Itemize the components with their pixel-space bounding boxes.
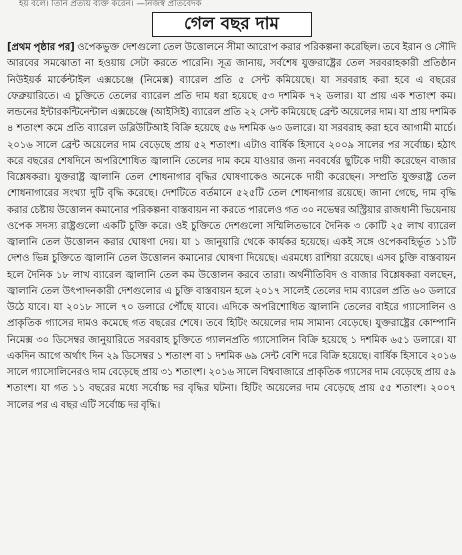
continuation-tag: [প্রথম পৃষ্ঠার পর] <box>7 42 75 53</box>
article-text: ওপেকভুক্ত দেশগুলো তেল উত্তোলনে সীমা আরোপ করার পরিকল্পনা করেছিল। তবে ইরান ও সৌদি আরবের সমঝোতা না হওয়ায় সেটা করতে পারেনি। সূত্র জানায়, সর্বশেষ যুক্তরাষ্ট্রের তেল সরবরাহকারী প্রতিষ্ঠান নিউইয়র্ক মার্কেন্টাইল এক্সচেঞ্জে (নিমেক্স) ব্যারেল প্রতি ৫ সেন্ট কমিয়েছে। যা সরবরাহ করা হবে এ বছরের ফেব্রুয়ারিতে। এ চুক্তিতে তেলের ব্যারেল প্রতি দাম ধরা হয়েছে ৫৩ দশমিক ৭২ ডলার। যা প্রায় এক শতাংশ কম। লন্ডনের ইন্টারকন্টিনেন্টাল এক্সচেঞ্জে (আইসিই) ব্যারেল প্রতি ২২ সেন্ট কমিয়েছে ব্রেন্ট অয়েলের দাম। যা প্রায় দশমিক ৪ শতাংশ কমে প্রতি ব্যারেল ডব্লিউটিআই বিক্রি হয়েছে ৫৬ দশমিক ৬৩ ডলারে। যা সরবরাহ করা হবে আগামী মার্চে। ২০১৬ সালে ব্রেন্ট অয়েলের দাম বেড়েছে প্রায় ৫২ শতাংশ। এটাও বার্ষিক হিসাবে ২০০৯ সালের পর সর্বোচ্চ। হঠাৎ করে বছরের শেষদিনে অপরিশোধিত জ্বালানি তেলের দাম কমে যাওয়ার জন্য নববর্ষের ছুটিকে দায়ী করেছেন বাজার বিশ্লেষকরা। যুক্তরাষ্ট্র জ্বালানি তেল শোধনাগার বৃদ্ধির ঘোষণাকেও অনেকে দায়ী করেছেন। সম্প্রতি যুক্তরাষ্ট্র তেল শোধনাগারের সংখ্যা দুটি বৃদ্ধি করেছে। দেশটিতে বর্তমানে ৫২৫টি তেল শোধনাগার রয়েছে। জানা গেছে, দাম বৃদ্ধি করার চেষ্টায় উত্তোলন কমানোর পরিকল্পনা বাস্তবায়ন না করতে পারলেও গত ৩০ নভেম্বর অস্ট্রিয়ার রাজধানী ভিয়েনায় ওপেক সদস্য রাষ্ট্রগুলো একটি চুক্তি করে। ওই চুক্তিতে দেশগুলো সম্মিলিতভাবে দৈনিক ৩ কোটি ২৫ লাখ ব্যারেল জ্বালানি তেল উত্তোলন করার ঘোষণা দেয়। যা ১ জানুয়ারি থেকে কার্যকর হয়েছে। একই সঙ্গে ওপেকবহির্ভূত ১১টি দেশও ভিন্ন চুক্তিতে জ্বালানি তেল উত্তোলন কমানোর ঘোষণা দিয়েছে। এরমধ্যে রাশিয়া রয়েছে। এসব চুক্তি বাস্তবায়ন হলে দৈনিক ১৮ লাখ ব্যারেল জ্বালানি তেল কম উত্তোলন করবে তারা। অর্থনীতিবিদ ও বাজার বিশ্লেষকরা বলছেন, জ্বালানি তেল উৎপাদনকারী দেশগুলোর এ চুক্তি বাস্তবায়ন হলে ২০১৭ সালেই তেলের দাম ব্যারেল প্রতি ৬০ ডলারে উঠে যাবে। যা ২০১৮ সালে ৭০ ডলারে পৌঁছে যাবে। এদিকে অপরিশোধিত জ্বালানি তেলের বাইরে গ্যাসোলিন ও প্রাকৃতিক গ্যাসের দামও কমেছে গত বছরের শেষে। তবে হিটিং অয়েলের দাম সামান্য বেড়েছে। যুক্তরাষ্ট্রের কোম্পানি নিমেক্স ৩০ ডিসেম্বর জানুয়ারিতে সরবরাহ চুক্তিতে গ্যালনপ্রতি গ্যাসোলিন বিক্রি হয়েছে ১ দশমিক ৬৫১ ডলারে। যা একদিন আগে অর্থাৎ দিন ২৯ ডিসেম্বর ১ শতাংশ বা ১ দশমিক ৬৯ সেন্ট বেশি দরে বিক্রি হয়েছে। বার্ষিক হিসাবে ২০১৬ সালে গ্যাসোলিনেরও দাম বেড়েছে প্রায় ৩১ শতাংশ। ২০১৬ সালে বিশ্ববাজারে প্রাকৃতিক গ্যাসের দাম বেড়েছে প্রায় ৫৯ শতাংশ। যা গত ১১ বছরের মধ্যে সর্বোচ্চ দর বৃদ্ধির ঘটনা। হিটিং অয়েলের দাম বেড়েছে প্রায় ৫৫ শতাংশ। ২০০৭ সালের পর এ বছর এটি সর্বোচ্চ দর বৃদ্ধি। <box>7 42 456 411</box>
article-paragraph <box>7 40 456 414</box>
previous-article-tail: হয় বলে। তিনি প্রত্যয় ব্যক্ত করেন। —নিজস্ব প্রতিবেদক <box>19 0 202 9</box>
article-body <box>7 40 456 414</box>
headline: গেল বছর দাম <box>152 12 312 37</box>
